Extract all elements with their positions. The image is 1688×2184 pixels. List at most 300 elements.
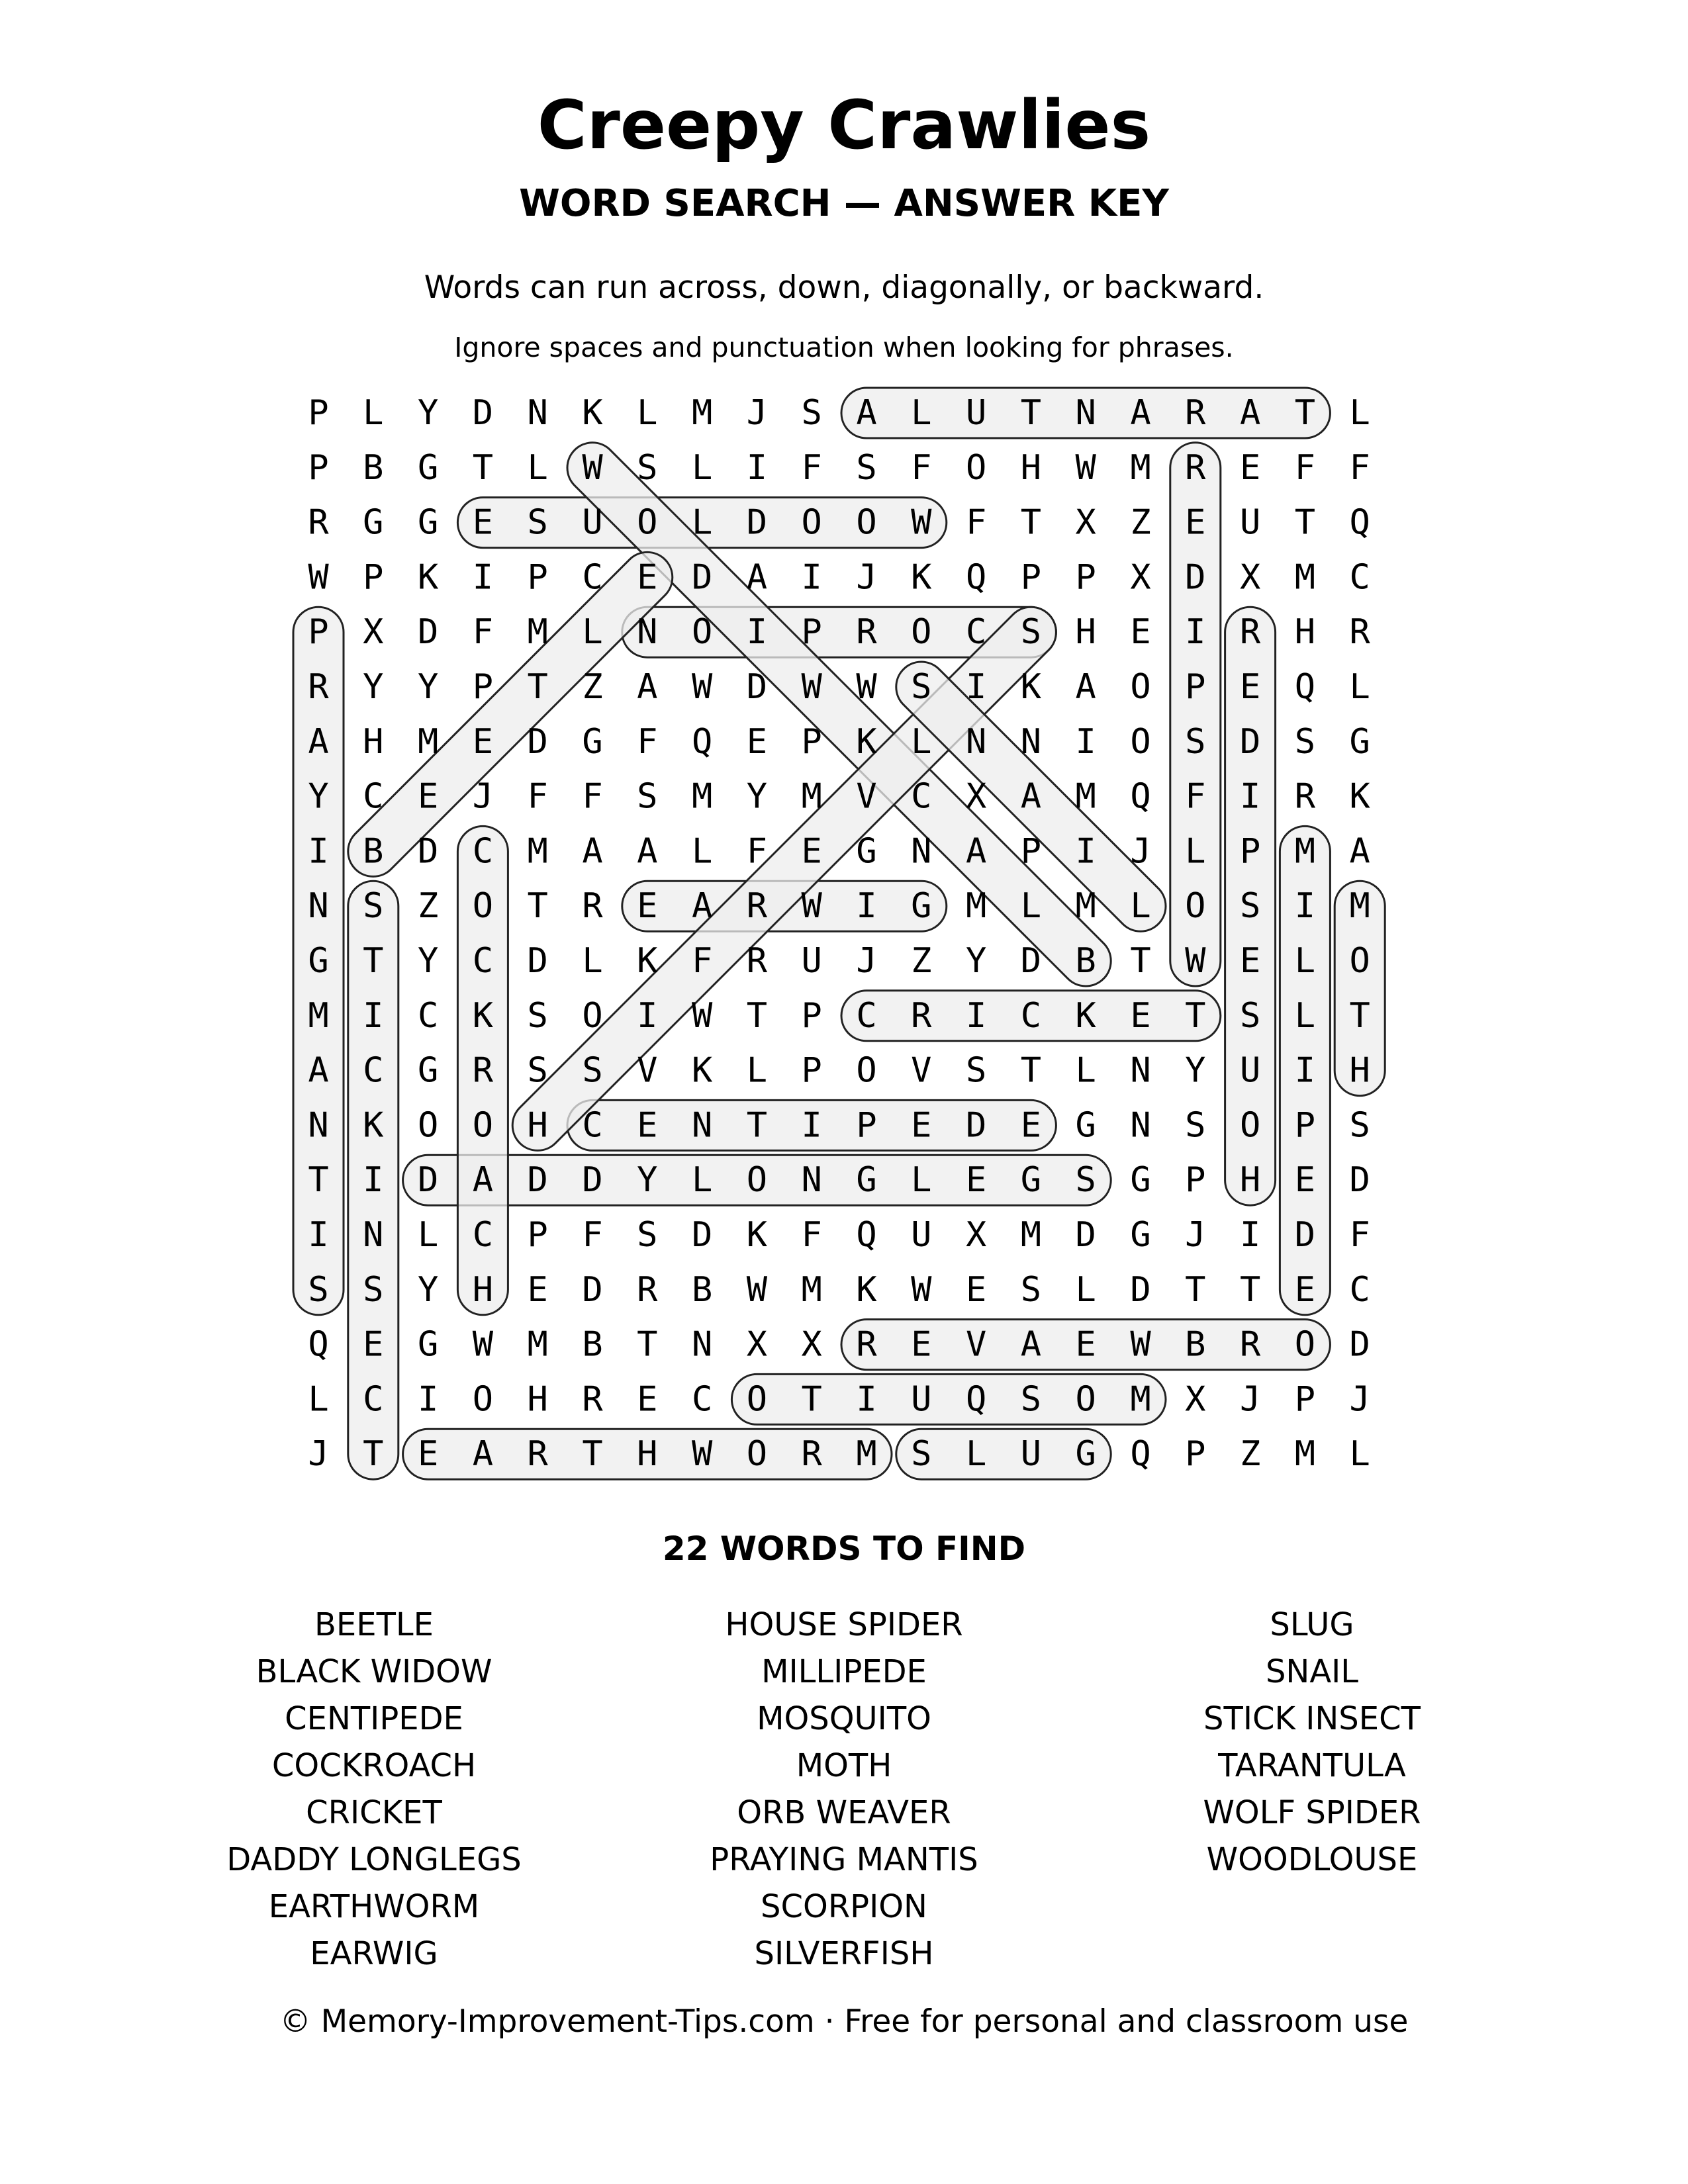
grid-letter: X xyxy=(1239,557,1261,598)
grid-letter: S xyxy=(1185,721,1206,762)
grid-letter: L xyxy=(1020,886,1042,927)
grid-letter: C xyxy=(691,1379,713,1420)
grid-letter: L xyxy=(363,393,384,433)
grid-letter: J xyxy=(1130,831,1151,872)
grid-letter: L xyxy=(582,941,603,981)
grid-letter: X xyxy=(801,1324,822,1365)
word-list-item: SNAIL xyxy=(1265,1653,1359,1690)
grid-letter: R xyxy=(856,1324,877,1365)
grid-letter: J xyxy=(856,557,877,598)
grid-letter: E xyxy=(472,721,494,762)
grid-letter: R xyxy=(856,612,877,653)
page-subtitle: WORD SEARCH — ANSWER KEY xyxy=(519,182,1169,225)
word-list-item: SLUG xyxy=(1270,1606,1354,1643)
grid-letter: M xyxy=(1349,886,1370,927)
grid-letter: I xyxy=(1075,721,1096,762)
grid-letter: W xyxy=(746,1269,768,1310)
grid-letter: X xyxy=(965,776,987,817)
grid-letter: K xyxy=(691,1050,713,1091)
grid-letter: O xyxy=(746,1160,768,1201)
grid-letter: H xyxy=(527,1105,548,1146)
grid-letter: D xyxy=(582,1160,603,1201)
grid-letter: G xyxy=(417,447,439,488)
grid-letter: C xyxy=(1349,1269,1370,1310)
grid-letter: G xyxy=(856,831,877,872)
grid-letter: L xyxy=(582,612,603,653)
grid-letter: K xyxy=(856,1269,877,1310)
grid-letter: O xyxy=(1075,1379,1096,1420)
grid-letter: G xyxy=(582,721,603,762)
grid-letter: W xyxy=(911,1269,932,1310)
grid-letter: I xyxy=(417,1379,439,1420)
grid-letter: T xyxy=(472,447,494,488)
grid-letter: O xyxy=(1239,1105,1261,1146)
grid-letter: L xyxy=(527,447,548,488)
grid-letter: F xyxy=(472,612,494,653)
grid-letter: S xyxy=(856,447,877,488)
grid-letter: N xyxy=(1075,393,1096,433)
grid-letter: H xyxy=(1349,1050,1370,1091)
word-list-column-1 xyxy=(142,1602,606,1978)
grid-letter: Q xyxy=(1294,667,1316,707)
word-list-item: SCORPION xyxy=(761,1888,927,1925)
grid-letter: I xyxy=(1294,1050,1316,1091)
grid-letter: E xyxy=(965,1160,987,1201)
grid-letter: T xyxy=(308,1160,329,1201)
grid-letter: L xyxy=(1075,1269,1096,1310)
grid-letter: T xyxy=(527,667,548,707)
grid-letter: Y xyxy=(417,667,439,707)
grid-letter: S xyxy=(527,502,548,543)
word-list-column-3 xyxy=(1080,1602,1544,1884)
grid-letter: V xyxy=(965,1324,987,1365)
grid-letter: T xyxy=(363,1434,384,1475)
grid-letter: L xyxy=(1294,995,1316,1036)
grid-letter: R xyxy=(1349,612,1370,653)
grid-letter: D xyxy=(417,831,439,872)
grid-letter: O xyxy=(1130,721,1151,762)
grid-letter: L xyxy=(691,502,713,543)
grid-letter: F xyxy=(637,721,658,762)
grid-letter: S xyxy=(582,1050,603,1091)
grid-letter: I xyxy=(965,667,987,707)
grid-letter: P xyxy=(1294,1379,1316,1420)
grid-letter: R xyxy=(582,1379,603,1420)
grid-letter: T xyxy=(746,1105,768,1146)
grid-letter: O xyxy=(472,1105,494,1146)
grid-letter: V xyxy=(637,1050,658,1091)
grid-letter: D xyxy=(417,1160,439,1201)
grid-letter: I xyxy=(801,557,822,598)
grid-letter: D xyxy=(472,393,494,433)
grid-letter: V xyxy=(911,1050,932,1091)
grid-letter: E xyxy=(1294,1269,1316,1310)
grid-letter: E xyxy=(1239,667,1261,707)
grid-letter: T xyxy=(1294,393,1316,433)
word-list-item: EARWIG xyxy=(310,1935,438,1972)
grid-letter: Y xyxy=(417,393,439,433)
grid-letter: G xyxy=(1130,1160,1151,1201)
grid-letter: Y xyxy=(746,776,768,817)
grid-letter: R xyxy=(472,1050,494,1091)
grid-letter: K xyxy=(417,557,439,598)
grid-letter: J xyxy=(1185,1215,1206,1255)
grid-letter: A xyxy=(691,886,713,927)
grid-letter: F xyxy=(1294,447,1316,488)
grid-letter: K xyxy=(582,393,603,433)
word-list-item: HOUSE SPIDER xyxy=(725,1606,963,1643)
grid-letter: P xyxy=(801,995,822,1036)
grid-letter: I xyxy=(308,1215,329,1255)
grid-letter: C xyxy=(582,1105,603,1146)
grid-letter: M xyxy=(527,612,548,653)
word-list-column-2 xyxy=(612,1602,1076,1978)
grid-letter: I xyxy=(1239,776,1261,817)
grid-letter: G xyxy=(1349,721,1370,762)
word-list-item: TARANTULA xyxy=(1218,1747,1406,1784)
grid-letter: W xyxy=(801,886,822,927)
grid-letter: P xyxy=(308,447,329,488)
grid-letter: M xyxy=(417,721,439,762)
grid-letter: S xyxy=(1239,886,1261,927)
grid-letter: E xyxy=(527,1269,548,1310)
grid-letter: L xyxy=(1294,941,1316,981)
grid-letter: O xyxy=(1294,1324,1316,1365)
grid-letter: T xyxy=(637,1324,658,1365)
grid-letter: C xyxy=(472,1215,494,1255)
grid-letter: J xyxy=(1349,1379,1370,1420)
grid-letter: S xyxy=(637,447,658,488)
grid-letter: P xyxy=(801,612,822,653)
grid-letter: K xyxy=(472,995,494,1036)
grid-letter: P xyxy=(527,557,548,598)
grid-letter: M xyxy=(691,393,713,433)
grid-letter: E xyxy=(637,886,658,927)
word-list-item: COCKROACH xyxy=(271,1747,477,1784)
grid-letter: B xyxy=(1185,1324,1206,1365)
grid-letter: G xyxy=(1075,1434,1096,1475)
grid-letter: E xyxy=(746,721,768,762)
grid-letter: O xyxy=(1349,941,1370,981)
word-list-title: 22 WORDS TO FIND xyxy=(662,1529,1026,1568)
grid-letter: W xyxy=(582,447,603,488)
grid-letter: F xyxy=(801,1215,822,1255)
word-list-item: MOSQUITO xyxy=(757,1700,931,1737)
grid-letter: P xyxy=(1020,557,1042,598)
grid-letter: H xyxy=(637,1434,658,1475)
grid-letter: G xyxy=(856,1160,877,1201)
grid-letter: P xyxy=(1185,667,1206,707)
grid-letter: H xyxy=(1020,447,1042,488)
grid-letter: L xyxy=(691,831,713,872)
grid-letter: E xyxy=(1185,502,1206,543)
grid-letter: J xyxy=(472,776,494,817)
grid-letter: G xyxy=(417,502,439,543)
grid-letter: Y xyxy=(363,667,384,707)
grid-letter: S xyxy=(1239,995,1261,1036)
answer-highlight xyxy=(731,1374,1166,1424)
grid-letter: G xyxy=(417,1324,439,1365)
grid-letter: U xyxy=(1239,1050,1261,1091)
grid-letter: R xyxy=(911,995,932,1036)
grid-letter: K xyxy=(746,1215,768,1255)
grid-letter: U xyxy=(911,1379,932,1420)
grid-letter: A xyxy=(1130,393,1151,433)
grid-letter: Y xyxy=(965,941,987,981)
grid-letter: A xyxy=(472,1434,494,1475)
grid-letter: N xyxy=(527,393,548,433)
grid-letter: Y xyxy=(637,1160,658,1201)
grid-letter: U xyxy=(965,393,987,433)
grid-letter: S xyxy=(1020,612,1042,653)
grid-letter: G xyxy=(911,886,932,927)
grid-letter: T xyxy=(1020,393,1042,433)
grid-letter: K xyxy=(911,557,932,598)
grid-letter: U xyxy=(911,1215,932,1255)
grid-letter: P xyxy=(308,393,329,433)
grid-letter: S xyxy=(965,1050,987,1091)
grid-letter: A xyxy=(308,1050,329,1091)
grid-letter: P xyxy=(801,721,822,762)
grid-letter: E xyxy=(1075,1324,1096,1365)
grid-letter: E xyxy=(965,1269,987,1310)
grid-letter: E xyxy=(637,1379,658,1420)
grid-letter: F xyxy=(965,502,987,543)
grid-letter: F xyxy=(911,447,932,488)
grid-letter: H xyxy=(527,1379,548,1420)
grid-letter: Z xyxy=(582,667,603,707)
grid-letter: D xyxy=(1239,721,1261,762)
grid-letter: I xyxy=(965,995,987,1036)
grid-letter: T xyxy=(1130,941,1151,981)
grid-letter: A xyxy=(308,721,329,762)
grid-letter: Y xyxy=(417,941,439,981)
grid-letter: T xyxy=(1239,1269,1261,1310)
grid-letter: W xyxy=(691,667,713,707)
grid-letter: V xyxy=(856,776,877,817)
grid-letter: G xyxy=(417,1050,439,1091)
grid-letter: B xyxy=(363,831,384,872)
grid-letter: Q xyxy=(1130,1434,1151,1475)
grid-letter: P xyxy=(856,1105,877,1146)
grid-letter: C xyxy=(582,557,603,598)
grid-letter: E xyxy=(911,1105,932,1146)
word-list-item: CRICKET xyxy=(306,1794,442,1831)
grid-letter: M xyxy=(965,886,987,927)
grid-letter: L xyxy=(1349,1434,1370,1475)
grid-letter: N xyxy=(637,612,658,653)
grid-letter: R xyxy=(1239,1324,1261,1365)
grid-letter: P xyxy=(1239,831,1261,872)
grid-letter: L xyxy=(691,1160,713,1201)
grid-letter: A xyxy=(637,831,658,872)
grid-letter: A xyxy=(1349,831,1370,872)
word-list-item: MILLIPEDE xyxy=(761,1653,927,1690)
grid-letter: Y xyxy=(1185,1050,1206,1091)
grid-letter: M xyxy=(308,995,329,1036)
grid-letter: B xyxy=(691,1269,713,1310)
grid-letter: O xyxy=(801,502,822,543)
footer-copyright: © Memory-Improvement-Tips.com · Free for personal and classroom use xyxy=(279,2003,1409,2040)
grid-letter: F xyxy=(801,447,822,488)
grid-letter: G xyxy=(1020,1160,1042,1201)
grid-letter: M xyxy=(801,776,822,817)
word-list-item: ORB WEAVER xyxy=(737,1794,951,1831)
grid-letter: M xyxy=(856,1434,877,1475)
grid-letter: S xyxy=(1075,1160,1096,1201)
grid-letter: N xyxy=(1130,1105,1151,1146)
grid-letter: Q xyxy=(691,721,713,762)
word-list-item: SILVERFISH xyxy=(754,1935,934,1972)
grid-letter: M xyxy=(801,1269,822,1310)
grid-letter: T xyxy=(1185,1269,1206,1310)
grid-letter: F xyxy=(1185,776,1206,817)
grid-letter: N xyxy=(308,1105,329,1146)
grid-letter: N xyxy=(1020,721,1042,762)
grid-letter: W xyxy=(856,667,877,707)
grid-letter: I xyxy=(363,1160,384,1201)
grid-letter: F xyxy=(691,941,713,981)
grid-letter: S xyxy=(363,1269,384,1310)
grid-letter: O xyxy=(637,502,658,543)
grid-letter: O xyxy=(582,995,603,1036)
grid-letter: L xyxy=(1130,886,1151,927)
grid-letter: H xyxy=(472,1269,494,1310)
grid-letter: G xyxy=(363,502,384,543)
grid-letter: S xyxy=(1349,1105,1370,1146)
grid-letter: C xyxy=(363,776,384,817)
grid-letter: J xyxy=(308,1434,329,1475)
grid-letter: W xyxy=(691,995,713,1036)
grid-letter: X xyxy=(1075,502,1096,543)
grid-letter: D xyxy=(746,667,768,707)
grid-letter: S xyxy=(637,1215,658,1255)
grid-letter: D xyxy=(1349,1160,1370,1201)
grid-letter: E xyxy=(911,1324,932,1365)
grid-letter: K xyxy=(363,1105,384,1146)
grid-letter: U xyxy=(1020,1434,1042,1475)
grid-letter: B xyxy=(363,447,384,488)
grid-letter: P xyxy=(1294,1105,1316,1146)
grid-letter: H xyxy=(1075,612,1096,653)
grid-letter: D xyxy=(582,1269,603,1310)
grid-letter: H xyxy=(363,721,384,762)
grid-letter: L xyxy=(1349,393,1370,433)
grid-letter: M xyxy=(691,776,713,817)
grid-letter: T xyxy=(1349,995,1370,1036)
grid-letter: L xyxy=(417,1215,439,1255)
grid-letter: O xyxy=(472,1379,494,1420)
grid-letter: R xyxy=(746,941,768,981)
grid-letter: S xyxy=(637,776,658,817)
word-list-item: PRAYING MANTIS xyxy=(710,1841,978,1878)
grid-letter: B xyxy=(1075,941,1096,981)
grid-letter: E xyxy=(1130,612,1151,653)
grid-letter: X xyxy=(746,1324,768,1365)
grid-letter: F xyxy=(1349,447,1370,488)
grid-letter: K xyxy=(1075,995,1096,1036)
grid-letter: D xyxy=(527,721,548,762)
grid-letter: D xyxy=(1130,1269,1151,1310)
grid-letter: D xyxy=(691,1215,713,1255)
grid-letter: S xyxy=(1185,1105,1206,1146)
grid-letter: D xyxy=(417,612,439,653)
grid-letter: O xyxy=(472,886,494,927)
grid-letter: P xyxy=(1075,557,1096,598)
grid-letter: M xyxy=(527,831,548,872)
word-list-item: MOTH xyxy=(796,1747,892,1784)
grid-letter: K xyxy=(856,721,877,762)
grid-letter: A xyxy=(856,393,877,433)
grid-letter: T xyxy=(1020,502,1042,543)
grid-letter: W xyxy=(911,502,932,543)
grid-letter: T xyxy=(746,995,768,1036)
grid-letter: P xyxy=(1185,1434,1206,1475)
grid-letter: L xyxy=(965,1434,987,1475)
grid-letter: L xyxy=(911,393,932,433)
grid-letter: K xyxy=(1349,776,1370,817)
grid-letter: D xyxy=(1075,1215,1096,1255)
grid-letter: S xyxy=(801,393,822,433)
grid-letter: R xyxy=(637,1269,658,1310)
grid-letter: U xyxy=(1239,502,1261,543)
grid-letter: C xyxy=(472,831,494,872)
grid-letter: C xyxy=(472,941,494,981)
grid-letter: P xyxy=(527,1215,548,1255)
grid-letter: D xyxy=(527,1160,548,1201)
grid-letter: R xyxy=(1294,776,1316,817)
grid-letter: R xyxy=(746,886,768,927)
grid-letter: M xyxy=(1294,1434,1316,1475)
grid-letter: R xyxy=(308,502,329,543)
grid-letter: K xyxy=(637,941,658,981)
grid-letter: S xyxy=(363,886,384,927)
grid-letter: F xyxy=(1349,1215,1370,1255)
grid-letter: I xyxy=(1294,886,1316,927)
grid-letter: Z xyxy=(1130,502,1151,543)
grid-letter: W xyxy=(801,667,822,707)
grid-letter: M xyxy=(527,1324,548,1365)
grid-letter: I xyxy=(1075,831,1096,872)
grid-letter: E xyxy=(363,1324,384,1365)
grid-letter: O xyxy=(691,612,713,653)
grid-letter: I xyxy=(472,557,494,598)
grid-letter: M xyxy=(1130,1379,1151,1420)
grid-letter: O xyxy=(1130,667,1151,707)
grid-letter: O xyxy=(746,1434,768,1475)
word-list-item: WOLF SPIDER xyxy=(1203,1794,1421,1831)
grid-letter: N xyxy=(801,1160,822,1201)
grid-letter: R xyxy=(527,1434,548,1475)
grid-letter: N xyxy=(691,1324,713,1365)
grid-letter: C xyxy=(1020,995,1042,1036)
word-list-item: DADDY LONGLEGS xyxy=(226,1841,522,1878)
grid-letter: A xyxy=(1239,393,1261,433)
grid-letter: L xyxy=(637,393,658,433)
grid-letter: Q xyxy=(308,1324,329,1365)
grid-letter: D xyxy=(1185,557,1206,598)
grid-letter: E xyxy=(801,831,822,872)
grid-letter: Q xyxy=(856,1215,877,1255)
grid-letter: T xyxy=(582,1434,603,1475)
grid-letter: L xyxy=(1349,667,1370,707)
grid-letter: I xyxy=(363,995,384,1036)
grid-letter: J xyxy=(856,941,877,981)
grid-letter: O xyxy=(1185,886,1206,927)
grid-letter: A xyxy=(746,557,768,598)
grid-letter: T xyxy=(1185,995,1206,1036)
grid-letter: D xyxy=(1294,1215,1316,1255)
